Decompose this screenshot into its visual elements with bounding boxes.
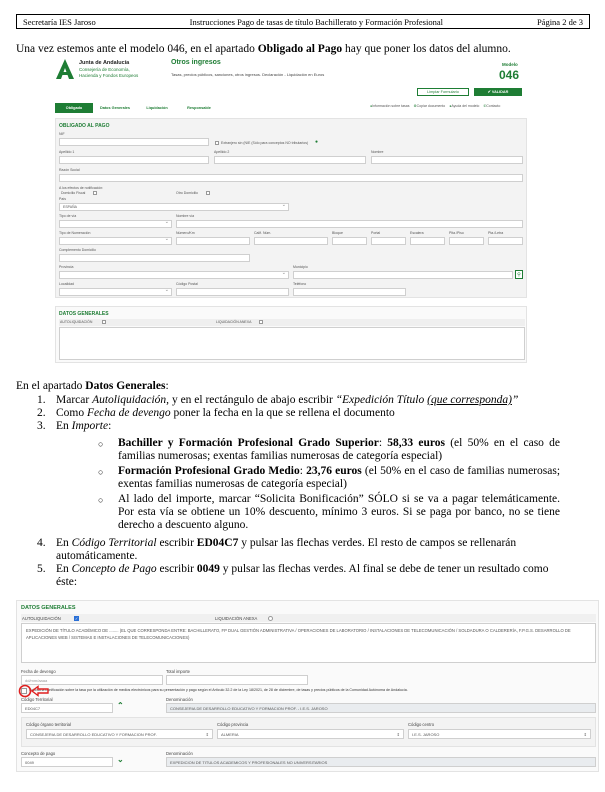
denominacion2-label: Denominación [166, 751, 193, 756]
bloque-label: Bloque [332, 231, 343, 235]
item-number: 4. [37, 537, 46, 549]
modelo-label: Modelo [502, 62, 518, 67]
complemento-input[interactable] [59, 254, 250, 262]
list-item [37, 394, 567, 407]
total-importe-label: Total importe [166, 669, 190, 674]
pta-letra-input[interactable] [488, 237, 523, 245]
escalera-label: Escalera [410, 231, 424, 235]
t: Código Territorial [71, 537, 157, 549]
form-screenshot-obligado [52, 57, 529, 363]
concepto-pago-input[interactable]: 0049 [21, 757, 113, 767]
localidad-label: Localidad [59, 282, 74, 286]
obligado-panel [55, 118, 527, 298]
org-name: Junta de Andalucía [79, 60, 130, 66]
plta-piso-input[interactable] [449, 237, 484, 245]
extranjero-label: Extranjero sin (NIE (Sólo para conceptos NO tributarios) [221, 141, 309, 145]
select-value: ALMERIA [221, 732, 239, 737]
localidad-select[interactable] [59, 288, 172, 296]
select-arrows-icon: ⇕ [583, 732, 587, 737]
tab-datos-generales[interactable]: Datos Generales [100, 106, 130, 110]
descripcion-textarea[interactable]: EXPEDICIÓN DE TÍTULO ACADÉMICO DE ........ (EL QUE CORRESPONDA ENTRE: BACHILLERATO, FP DUAL GESTIÓN ADMINISTRATIVA / OPERACIONES DE LABORATORIO / INSTALACIONES DE TELECOMUNICACIÓN / SOLDADURA O CALDERERÍA, F.P.G.S. DESARROLLO DE APLICACIONES WEB / SISTEMAS E INSTALACIONES DE TELECOMUNICACIONES) [21, 623, 596, 663]
autoliquidacion-checkbox-checked[interactable]: ✓ [74, 616, 79, 621]
pais-select[interactable]: ESPAÑA ⌄ [59, 203, 289, 211]
plta-piso-label: Plta./Piso [449, 231, 464, 235]
telefono-input[interactable] [293, 288, 406, 296]
item-text [56, 420, 111, 433]
intro-bold: Obligado al Pago [257, 43, 343, 55]
efectos-label: A los efectos de notificación: [59, 186, 104, 190]
t: y pulsar las flechas verdes. El resto de campos se rellenarán automáticamente. [56, 537, 517, 562]
copy-icon: ⚙ [413, 104, 417, 108]
checkbox-row [59, 319, 525, 326]
bonificacion-label: Solicita la bonificación sobre la tasa por la utilización de medios electrónicos para su presentación y pago según el Artículo 32.2 de la Ley 18/2021, de 28 de diciembre, de tasas y precios públicos de la Comunidad Autónoma de Andalucía. [29, 688, 408, 692]
t: Autoliquidación, [92, 394, 170, 406]
item-number: 2. [37, 407, 46, 419]
list-item [37, 407, 567, 420]
header-right: Página 2 de 3 [536, 16, 583, 27]
concepto-pago-label: Concepto de pago [21, 751, 56, 756]
link-label: Copiar documento [416, 104, 446, 108]
fecha-devengo-input[interactable]: dd/mm/aaaa [21, 675, 163, 685]
denominacion-label: Denominación [166, 697, 193, 702]
portal-input[interactable] [371, 237, 406, 245]
item-text [56, 407, 395, 420]
total-importe-input[interactable] [166, 675, 308, 685]
help-links [370, 104, 500, 108]
bullet-icon: ○ [98, 439, 104, 449]
municipio-input[interactable] [293, 271, 513, 279]
telefono-label: Teléfono [293, 282, 307, 286]
pta-letra-label: Pta./Letra [488, 231, 504, 235]
autoliquidacion-checkbox[interactable] [102, 320, 106, 324]
t: ” [511, 394, 519, 406]
autoliquidacion-label: AUTOLIQUIDACIÓN [22, 616, 61, 621]
modelo-number: 046 [499, 68, 520, 82]
t: En [56, 563, 72, 575]
link-label: Contacto [486, 104, 501, 108]
calif-num-input[interactable] [254, 237, 328, 245]
t: Al lado del importe, marcar “Solicita Bonificación” SÓLO si se va a pagar telemáticamente. Por esta vía se obtiene un 10% descuento, mínimo 3 euros. Si se paga por banco, no se tiene derecho a descuento alguno. [118, 493, 560, 531]
codigo-provincia-select[interactable] [217, 729, 404, 739]
nombre-via-label: Nombre vía [176, 214, 195, 218]
nif-label: NIF [59, 132, 65, 136]
form-screenshot-datos-generales [16, 600, 599, 772]
tipo-numeracion-label: Tipo de Numeración [59, 231, 91, 235]
provincia-label: Provincia [59, 265, 74, 269]
help-icon: ● [449, 104, 452, 108]
select-arrows-icon: ⇕ [205, 732, 209, 737]
item-number: 3. [37, 420, 46, 432]
t: En [56, 537, 72, 549]
link-label: Ayuda del modelo [451, 104, 480, 108]
codigo-provincia-label: Código provincia [217, 722, 249, 727]
bullet-item [98, 437, 561, 463]
section-title: OBLIGADO AL PAGO [59, 123, 110, 129]
t: Como [56, 407, 87, 419]
item-text [56, 394, 518, 407]
complemento-label: Complemento Domicilio [59, 248, 96, 252]
t: “Expedición Título [335, 394, 428, 406]
org-sub2: Hacienda y Fondos Europeos [79, 73, 139, 78]
datos-generales-title: DATOS GENERALES [59, 311, 109, 317]
extranjero-checkbox[interactable] [215, 141, 219, 145]
t: y en el rectángulo de abajo escribir [169, 394, 336, 406]
portal-label: Portal [371, 231, 381, 235]
otro-domicilio-label: Otro Domicilio [176, 191, 198, 195]
domicilio-fiscal-label: Domicilio Fiscal [61, 191, 86, 195]
bullet-item [98, 493, 560, 532]
nombre-input[interactable] [371, 156, 523, 164]
t: 58,33 euros [387, 437, 445, 449]
tab-bar [55, 103, 225, 113]
t: (que corresponda) [427, 394, 512, 406]
apellido1-input[interactable] [59, 156, 209, 164]
bloque-input[interactable] [332, 237, 367, 245]
t: Formación Profesional Grado Medio [118, 465, 300, 477]
codigo-centro-label: Código centro [408, 722, 435, 727]
tab-obligado[interactable]: Obligado [55, 103, 93, 113]
importe-bullets [98, 437, 561, 532]
intro-text: Una vez estemos ante el modelo 046, en el apartado [16, 43, 258, 55]
section-title: DATOS GENERALES [21, 605, 76, 611]
bold-text: Datos Generales [85, 380, 166, 392]
numero-km-input[interactable] [176, 237, 250, 245]
escalera-input[interactable] [410, 237, 445, 245]
municipio-label: Municipio [293, 265, 308, 269]
organo-territorial-select[interactable] [26, 729, 213, 739]
info-icon: ● [370, 104, 373, 108]
codigo-territorial-input[interactable]: ED04C7 [21, 703, 113, 713]
form-title: Otros ingresos [171, 59, 221, 66]
info-icon[interactable]: ● [315, 139, 319, 145]
bullet-icon: ○ [98, 467, 104, 477]
annotation-circle-arrow-icon [18, 684, 50, 698]
t: y pulsar las flechas verdes. Al final se debe de tener un resultado como éste: [56, 563, 549, 588]
tipo-numeracion-select[interactable] [59, 237, 172, 245]
razon-social-label: Razón Social [59, 168, 80, 172]
tipo-via-label: Tipo de vía [59, 214, 77, 218]
t: : [299, 465, 307, 477]
instruction-list-1 [37, 394, 567, 433]
autoliquidacion-label: AUTOLIQUIDACIÓN [60, 320, 93, 324]
chevrons-up-icon[interactable]: ⌃ [117, 701, 124, 710]
otro-domicilio-checkbox[interactable] [206, 191, 210, 195]
t: (el 50% en el caso de familias numerosas; exentas familias numerosas de categoría especial) [118, 437, 561, 462]
link-label: Información sobre tasas [372, 104, 410, 108]
liquidacion-anexa-label: LIQUIDACIÓN ANEXA [216, 320, 252, 324]
tipo-via-select[interactable] [59, 220, 172, 228]
form-subtitle: Tasas, precios públicos, sanciones, otros ingresos. Declaración - Liquidación en Euros [171, 72, 325, 77]
header-center: Instrucciones Pago de tasas de título Bachillerato y Formación Profesional [189, 16, 443, 27]
denominacion-input: CONSEJERIA DE DESARROLLO EDUCATIVO Y FORMACION PROF. - I.E.S. JAROSO [166, 703, 596, 713]
t: Importe [71, 420, 109, 432]
t: Bachiller y Formación Profesional Grado Superior [118, 437, 379, 449]
domicilio-fiscal-checkbox[interactable] [93, 191, 97, 195]
phone-icon: ✆ [483, 104, 487, 108]
item-number: 5. [37, 563, 46, 575]
calif-num-label: Calif. Núm. [254, 231, 272, 235]
pais-label: País [59, 197, 67, 201]
intro-paragraph [16, 43, 511, 56]
list-item [37, 563, 562, 589]
datos-generales-intro [16, 380, 169, 393]
nombre-via-input[interactable] [176, 220, 523, 228]
item-number: 1. [37, 394, 46, 406]
t: escribir [156, 537, 197, 549]
tab-liquidacion[interactable]: Liquidación [146, 106, 168, 110]
tab-responsable[interactable]: Responsable [187, 106, 211, 110]
nif-input[interactable] [59, 138, 209, 146]
junta-andalucia-logo-icon [56, 59, 74, 79]
razon-social-input[interactable] [59, 174, 523, 182]
apellido1-label: Apellido 1 [59, 150, 75, 154]
liquidacion-anexa-checkbox[interactable] [259, 320, 263, 324]
item-text [56, 537, 562, 563]
t: escribir [156, 563, 197, 575]
intro-text-end: hay que poner los datos del alumno. [342, 43, 511, 55]
validate-button[interactable]: ✔ VALIDAR [474, 88, 522, 96]
t: (el 50% en el caso de familias numerosas; exentas familias numerosas de categoría especial) [118, 465, 561, 490]
item-text [56, 563, 562, 589]
datos-generales-panel [55, 306, 527, 363]
select-arrows-icon: ⇕ [396, 732, 400, 737]
t: poner la fecha en la que se rellena el documento [170, 407, 395, 419]
checkbox-row [21, 614, 596, 622]
liquidacion-anexa-checkbox[interactable] [268, 616, 273, 621]
text: En el apartado [16, 380, 86, 392]
bullet-item [98, 465, 561, 491]
link-ayuda[interactable] [449, 104, 479, 108]
denominacion2-input: EXPEDICION DE TITULOS ACADEMICOS Y PROFESIONALES NO UNIVERSITARIOS [166, 757, 596, 767]
numero-km-label: Número/Km [176, 231, 195, 235]
instruction-list-2 [37, 537, 562, 589]
codigo-postal-label: Código Postal [176, 282, 198, 286]
header-left: Secretaría IES Jaroso [23, 16, 96, 27]
apellido2-label: Apellido 2 [214, 150, 230, 154]
nombre-label: Nombre [371, 150, 384, 154]
chevrons-down-icon[interactable]: ⌄ [117, 755, 124, 764]
link-info-tasas[interactable] [370, 104, 409, 108]
t: En [56, 420, 72, 432]
codigo-centro-select[interactable] [408, 729, 591, 739]
search-icon: ⚲ [517, 272, 521, 278]
provincia-select[interactable] [59, 271, 289, 279]
list-item [37, 537, 562, 563]
org-sub1: Consejería de Economía, [79, 67, 130, 72]
codigo-territorial-label: Código Territorial [21, 697, 53, 702]
t: Marcar [56, 394, 93, 406]
descripcion-textarea[interactable] [59, 327, 525, 360]
t: 0049 [196, 563, 220, 575]
page-header [16, 14, 590, 29]
t: : [378, 437, 388, 449]
liquidacion-anexa-label: LIQUIDACIÓN ANEXA [215, 616, 258, 621]
select-value: I.E.S. JAROSO [412, 732, 440, 737]
list-item [37, 420, 567, 433]
apellido2-input[interactable] [214, 156, 366, 164]
clear-form-button[interactable]: Limpiar Formulario [417, 88, 469, 96]
fecha-devengo-label: Fecha de devengo [21, 669, 56, 674]
select-value: CONSEJERIA DE DESARROLLO EDUCATIVO Y FORMACION PROF. [30, 732, 157, 737]
organo-territorial-label: Código órgano territorial [26, 722, 71, 727]
t: ED04C7 [196, 537, 239, 549]
bullet-icon: ○ [98, 495, 104, 505]
t: Fecha de devengo [87, 407, 171, 419]
link-copiar[interactable] [413, 104, 445, 108]
t: 23,76 euros [306, 465, 362, 477]
codigo-postal-input[interactable] [176, 288, 289, 296]
t: : [108, 420, 112, 432]
text: : [165, 380, 169, 392]
search-municipio-button[interactable] [515, 270, 523, 279]
t: Concepto de Pago [71, 563, 157, 575]
link-contacto[interactable] [483, 104, 500, 108]
